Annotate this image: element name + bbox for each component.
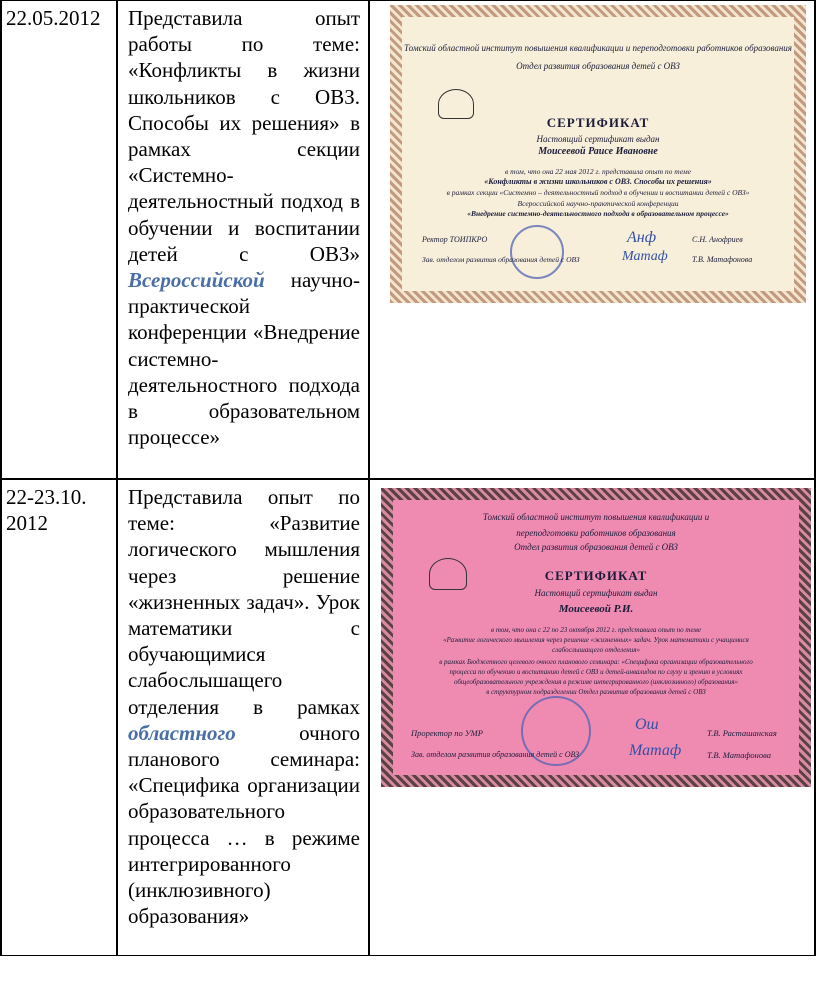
cert-sig-name: Т.В. Матафонова <box>707 750 771 760</box>
row-description <box>128 484 360 929</box>
cert-line: Всероссийской научно-практической конференции <box>517 199 679 208</box>
signature: Матаф <box>629 742 682 759</box>
cert-line: в том, что она 22 мая 2012 г. представила опыт по теме <box>505 167 691 176</box>
desc-text: Представила опыт работы по теме: «Конфликты в жизни школьников с ОВЗ. Способы их решения» в рамках секции «Системно-деятельностный подход в обучении и воспитании детей с ОВЗ» <box>128 6 360 266</box>
seal-stamp-icon <box>510 225 564 279</box>
certificate-image <box>381 488 811 787</box>
desc-text: очного планового семинара: «Специфика организации образовательного процесса … в режиме интегрированного (инклюзивного) образования» <box>128 720 360 929</box>
cert-line: в том, что она с 22 по 23 октября 2012 г. представила опыт по теме <box>491 626 701 634</box>
cert-name: Моисеевой Раисе Ивановне <box>538 146 658 157</box>
cert-title: СЕРТИФИКАТ <box>546 115 650 130</box>
desc-highlight: Всероссийской <box>128 268 265 293</box>
cert-line: процесса по обучению и воспитанию детей с ОВЗ и детей-инвалидов по слуху и зрению в условиях <box>449 668 743 676</box>
cert-sig-role: Зав. отделом развития образования детей с ОВЗ <box>422 255 580 264</box>
signature: Ош <box>635 716 659 733</box>
cert-line: в рамках Бюджетного целевого очного планового семинара: «Специфика организации образовательного <box>439 658 753 666</box>
cert-line: «Конфликты в жизни школьников с ОВЗ. Способы их решения» <box>484 177 712 186</box>
desc-text: Представила опыт по теме: «Развитие логического мышления через решение «жизненных задач». Урок математики с обучающимися слабослышащего отделения в рамках <box>128 485 360 719</box>
cert-sig-name: Т.В. Расташанская <box>707 728 777 738</box>
cert-line: «Внедрение системно-деятельностного подхода в образовательном процессе» <box>467 209 729 218</box>
row-description <box>128 5 360 450</box>
cert-sig-role: Зав. отделом развития образования детей с ОВЗ <box>411 750 580 759</box>
cert-institute: Томский областной институт повышения квалификации и <box>482 512 710 522</box>
signature: Матаф <box>622 249 668 264</box>
cert-line: «Развитие логического мышления через решение «жизненных» задач. Урок математики с учащимися <box>443 636 749 644</box>
signature: Анф <box>627 229 657 246</box>
row-date: 22-23.10. 2012 <box>6 485 87 535</box>
cert-issued: Настоящий сертификат выдан <box>534 588 658 598</box>
cert-name: Моисеевой Р.И. <box>558 603 634 615</box>
cert-line: в структурном подразделении Отдел развития образования детей с ОВЗ <box>486 688 706 696</box>
certificate-image <box>390 5 806 303</box>
row-divider <box>0 478 816 480</box>
cert-sig-name: С.Н. Анофриев <box>692 235 743 244</box>
cert-institute: Томский областной институт повышения квалификации и переподготовки работников образования <box>404 43 792 53</box>
cert-sig-name: Т.В. Матафонова <box>692 255 753 264</box>
cert-sig-role: Проректор по УМР <box>411 728 483 738</box>
cert-line: общеобразовательного учреждения в режиме интегрированного (инклюзивного) образования» <box>453 678 739 686</box>
cert-sig-role: Ректор ТОИПКРО <box>422 235 488 244</box>
desc-text: научно-практической конференции «Внедрение системно-деятельностного подхода в образовательном процессе» <box>128 268 360 450</box>
cert-institute: переподготовки работников образования <box>516 528 676 538</box>
cert-issued: Настоящий сертификат выдан <box>536 134 660 144</box>
cert-title: СЕРТИФИКАТ <box>544 568 648 583</box>
cert-line: слабослышащего отделения» <box>551 646 641 654</box>
cert-department: Отдел развития образования детей с ОВЗ <box>516 61 680 71</box>
cert-line: в рамках секции «Системно – деятельностный подход в обучении и воспитании детей с ОВЗ» <box>446 188 750 197</box>
desc-highlight: областного <box>128 720 236 745</box>
row-date: 22.05.2012 <box>6 6 101 30</box>
cert-department: Отдел развития образования детей с ОВЗ <box>514 542 678 552</box>
